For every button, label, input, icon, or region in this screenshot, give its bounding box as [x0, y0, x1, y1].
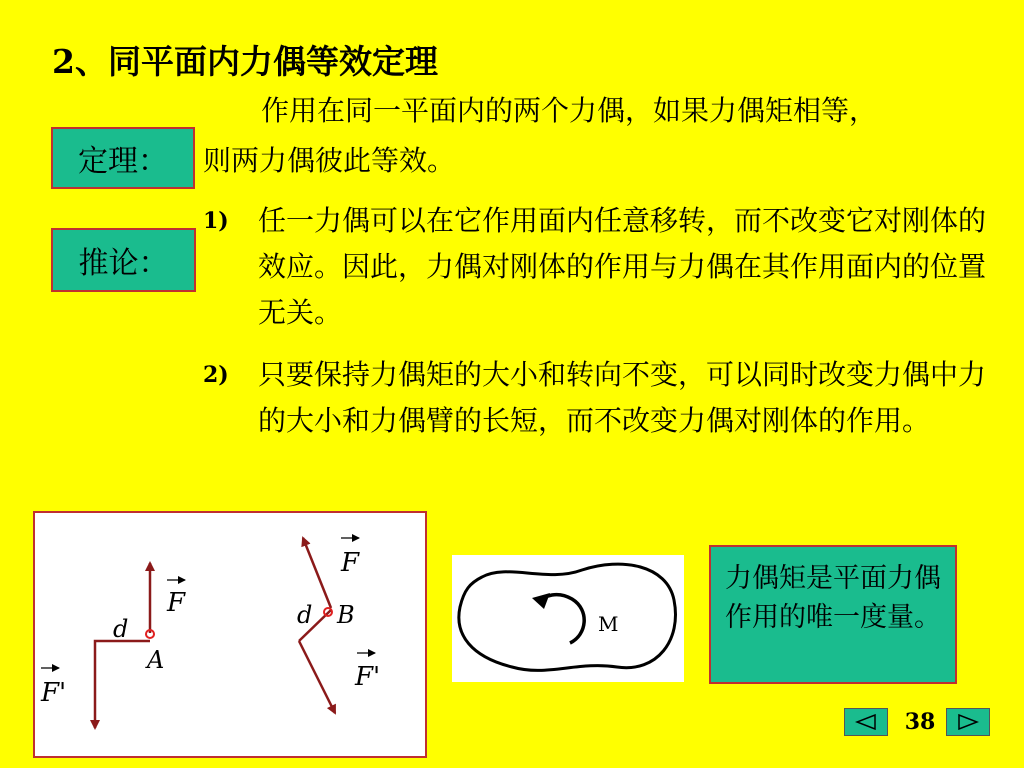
- left-force-bottom-label: F': [41, 678, 67, 708]
- theorem-text: [203, 86, 1003, 186]
- left-arm-label: d: [113, 615, 129, 643]
- page-number: 38: [904, 709, 936, 735]
- corollary-tag: 推论：: [51, 228, 196, 292]
- moment-arrowhead: [532, 593, 550, 609]
- theorem-line-2: 则两力偶彼此等效。: [203, 144, 456, 177]
- triangle-right-icon: [957, 714, 979, 730]
- couple-diagram-svg: [35, 513, 425, 756]
- corollary-item-2: [203, 352, 993, 444]
- corollary-item-1: [203, 198, 993, 336]
- theorem-tag: 定理：: [51, 127, 195, 189]
- prev-slide-button[interactable]: [844, 708, 888, 736]
- right-force-bottom-label: F': [355, 662, 381, 692]
- moment-diagram-svg: [452, 555, 684, 682]
- right-point-label: B: [337, 601, 355, 629]
- right-force-down: [299, 641, 335, 713]
- right-force-up: [303, 538, 331, 608]
- corollary-item-2-number: 2): [203, 362, 229, 388]
- right-force-top-label: F: [341, 548, 360, 578]
- slide-title: 2、同平面内力偶等效定理: [52, 42, 438, 81]
- corollary-item-2-text: 只要保持力偶矩的大小和转向不变，可以同时改变力偶中力的大小和力偶臂的长短，而不改变力偶对刚体的作用。: [258, 358, 987, 437]
- left-force-top-label: F: [167, 588, 186, 618]
- moment-diagram: [452, 555, 684, 682]
- triangle-left-icon: [855, 714, 877, 730]
- moment-note: 力偶矩是平面力偶作用的唯一度量。: [709, 545, 957, 684]
- left-point-label: A: [147, 646, 165, 674]
- next-slide-button[interactable]: [946, 708, 990, 736]
- couple-diagram: [33, 511, 427, 758]
- theorem-line-1: 作用在同一平面内的两个力偶，如果力偶矩相等，: [261, 94, 878, 127]
- rigid-body-outline: [459, 564, 676, 670]
- corollary-item-1-text: 任一力偶可以在它作用面内任意移转，而不改变它对刚体的效应。因此，力偶对刚体的作用与力偶在其作用面内的位置无关。: [258, 204, 987, 329]
- right-arm-label: d: [297, 601, 313, 629]
- moment-label: M: [598, 612, 619, 636]
- corollary-item-1-number: 1): [203, 208, 229, 234]
